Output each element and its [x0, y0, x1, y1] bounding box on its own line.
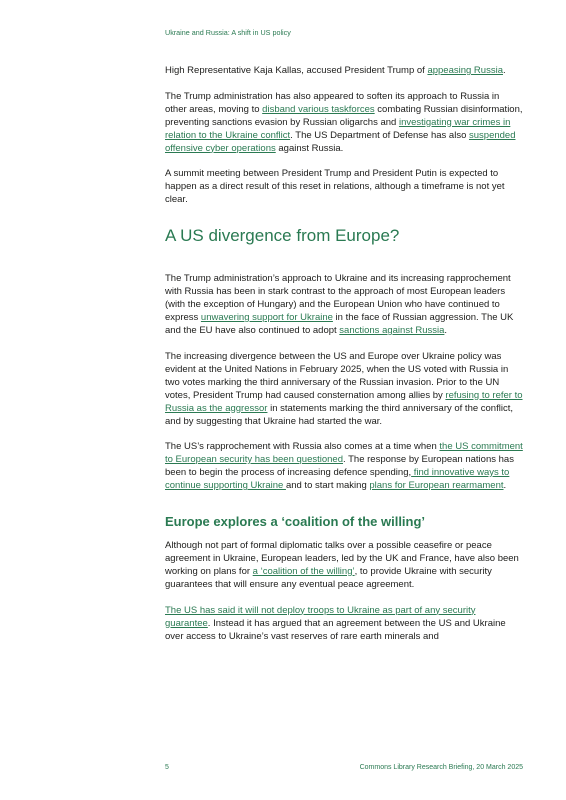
- text-run: .: [502, 65, 506, 76]
- text-run: High Representative Kaja Kallas, accused President Trump of: [165, 65, 428, 76]
- text-run: . The response by European nations has been to begin the process of increasing defence spending,: [165, 454, 514, 478]
- text-run: . The US Department of Defense has also: [290, 129, 469, 141]
- text-run: A summit meeting between President Trump and President Putin is expected to happen as a direct result of this reset in relations, although a timeframe is not yet clear.: [165, 168, 505, 205]
- paragraph: [165, 440, 523, 492]
- link-disband-taskforces[interactable]: disband various taskforces: [262, 103, 375, 115]
- text-run: .: [503, 480, 507, 491]
- link-appeasing-russia[interactable]: appeasing Russia: [427, 65, 503, 76]
- paragraph: [165, 604, 523, 643]
- paragraph: [165, 539, 523, 591]
- link-unwavering-support[interactable]: unwavering support for Ukraine: [200, 312, 333, 323]
- paragraph: [165, 167, 523, 206]
- text-run: , to provide Ukraine with security guarantees that will ensure any eventual peace agreement.: [165, 566, 492, 590]
- paragraph: [165, 64, 523, 77]
- text-run: .: [444, 325, 448, 336]
- running-header: Ukraine and Russia: A shift in US policy: [165, 28, 291, 37]
- link-sanctions-against-russia[interactable]: sanctions against Russia: [339, 325, 445, 336]
- link-european-rearmament[interactable]: plans for European rearmament: [369, 480, 504, 491]
- page-number: 5: [165, 764, 169, 771]
- text-run: . Instead it has argued that an agreement between the US and Ukraine over access to Ukraine’s vast reserves of rare earth minerals and: [165, 617, 506, 642]
- paragraph: [165, 272, 523, 337]
- subsection-heading: Europe explores a ‘coalition of the willing’: [165, 514, 426, 529]
- link-us-commitment-questioned[interactable]: the US commitment to European security has been questioned: [165, 441, 523, 465]
- link-no-troops-guarantee[interactable]: The US has said it will not deploy troops to Ukraine as part of any security guarantee: [165, 604, 476, 629]
- text-run: against Russia.: [275, 142, 344, 154]
- text-run: The US’s rapprochement with Russia also comes at a time when: [165, 441, 440, 452]
- text-run: The increasing divergence between the US and Europe over Ukraine policy was evident at the United Nations in February 2025, when the US voted with Russia in two votes marking the third anniversary of the Russian invasion. Prior to the UN votes, President Trump had caused consternation among allies by: [165, 350, 509, 401]
- body-text: [165, 64, 523, 655]
- text-run: and to start making: [285, 480, 370, 491]
- link-suspended-cyber-operations[interactable]: suspended offensive cyber operations: [165, 129, 516, 154]
- footer-source: Commons Library Research Briefing, 20 March 2025: [359, 764, 523, 771]
- link-investigating-war-crimes[interactable]: investigating war crimes in relation to the Ukraine conflict: [165, 116, 511, 141]
- text-run: in the face of Russian aggression. The UK and the EU have also continued to adopt: [165, 312, 514, 336]
- text-run: The Trump administration’s approach to Ukraine and its increasing rapprochement with Russia has been in stark contrast to the approach of most European leaders (with the exception of Hungary) and the European Union who have continued to express: [165, 273, 511, 323]
- paragraph: [165, 350, 523, 428]
- link-coalition-of-the-willing[interactable]: a ‘coalition of the willing’: [252, 566, 355, 577]
- section-heading: A US divergence from Europe?: [165, 226, 400, 245]
- text-run: combating Russian disinformation, preventing sanctions evasion by Russian oligarchs and: [165, 103, 523, 128]
- text-run: The Trump administration has also appeared to soften its approach to Russia in other areas, moving to: [165, 90, 500, 115]
- link-refusing-aggressor[interactable]: refusing to refer to Russia as the aggressor: [165, 389, 523, 414]
- link-innovative-ways-support[interactable]: find innovative ways to continue supporting Ukraine: [165, 467, 510, 491]
- paragraph: [165, 90, 523, 155]
- text-run: in statements marking the third anniversary of the conflict, and by suggesting that Ukraine had started the war.: [165, 402, 513, 427]
- text-run: Although not part of formal diplomatic talks over a possible ceasefire or peace agreement in Ukraine, European leaders, led by the UK and France, have also been working on plans for: [165, 540, 519, 577]
